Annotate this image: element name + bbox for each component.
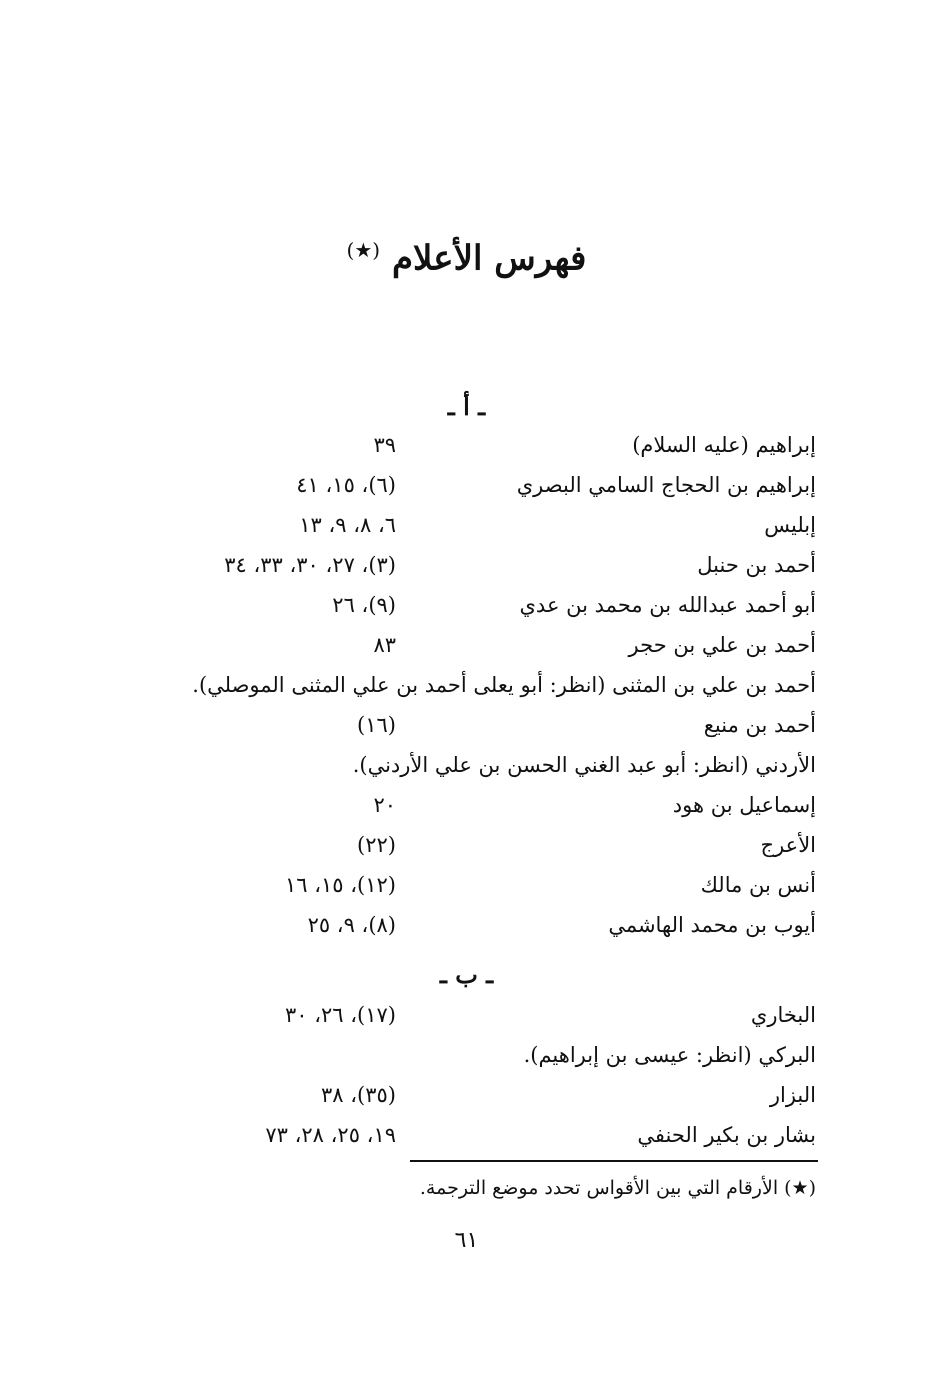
entry-pages: ١٩، ٢٥، ٢٨، ٧٣ (265, 1123, 396, 1147)
section-header-alif: ـ أ ـ (447, 392, 486, 421)
entry-name: البزار (769, 1083, 816, 1107)
footnote: (★) الأرقام التي بين الأقواس تحدد موضع الترجمة. (419, 1177, 816, 1199)
entry-name: أنس بن مالك (700, 873, 816, 897)
index-entry-cross-reference (0, 745, 933, 785)
entry-name: الأعرج (760, 833, 816, 857)
entry-name: إبراهيم بن الحجاج السامي البصري (516, 473, 816, 497)
entry-pages: (١٦) (357, 713, 396, 737)
entry-pages: ٢٠ (373, 793, 396, 817)
index-entry (0, 705, 933, 745)
entry-pages: ٣٩ (373, 433, 396, 457)
index-entry (0, 1075, 933, 1115)
index-entry (0, 465, 933, 505)
entry-pages: ٨٣ (373, 633, 396, 657)
entry-name: بشار بن بكير الحنفي (637, 1123, 816, 1147)
entry-name: إبراهيم (عليه السلام) (632, 433, 816, 457)
index-entry (0, 505, 933, 545)
index-entry-cross-reference (0, 665, 933, 705)
index-entry (0, 425, 933, 465)
section-header-ba: ـ ب ـ (439, 960, 494, 989)
index-entry (0, 785, 933, 825)
entry-pages: (٣)، ٢٧، ٣٠، ٣٣، ٣٤ (224, 553, 396, 577)
index-entry (0, 865, 933, 905)
entry-name: أبو أحمد عبدالله بن محمد بن عدي (519, 593, 816, 617)
entry-cross-reference: البركي (انظر: عيسى بن إبراهيم). (523, 1043, 816, 1067)
page-title-text: فهرس الأعلام (391, 238, 587, 279)
entry-cross-reference: الأردني (انظر: أبو عبد الغني الحسن بن علي الأردني). (352, 753, 816, 777)
entry-pages: (٩)، ٢٦ (332, 593, 396, 617)
index-entry (0, 545, 933, 585)
entry-name: إبليس (764, 513, 816, 537)
index-entry (0, 625, 933, 665)
index-entry (0, 995, 933, 1035)
footnote-marker: (★) (346, 238, 381, 262)
index-entry (0, 825, 933, 865)
entry-name: إسماعيل بن هود (672, 793, 816, 817)
footnote-divider (410, 1160, 818, 1162)
entry-pages: (٣٥)، ٣٨ (321, 1083, 396, 1107)
entry-pages: (١٧)، ٢٦، ٣٠ (285, 1003, 396, 1027)
page-title (0, 238, 933, 278)
entry-name: أحمد بن علي بن حجر (628, 633, 816, 657)
entry-name: أحمد بن حنبل (697, 553, 816, 577)
entry-name: أحمد بن منيع (703, 713, 816, 737)
entry-pages: (٦)، ١٥، ٤١ (296, 473, 396, 497)
page-number: ٦١ (454, 1228, 479, 1253)
entry-pages: (١٢)، ١٥، ١٦ (285, 873, 396, 897)
entry-name: البخاري (750, 1003, 816, 1027)
index-entry (0, 905, 933, 945)
index-entry (0, 585, 933, 625)
entry-cross-reference: أحمد بن علي بن المثنى (انظر: أبو يعلى أحمد بن علي المثنى الموصلي). (192, 673, 816, 697)
entry-pages: (٢٢) (357, 833, 396, 857)
entry-pages: ٦، ٨، ٩، ١٣ (299, 513, 396, 537)
index-entry-cross-reference (0, 1035, 933, 1075)
entry-name: أيوب بن محمد الهاشمي (608, 913, 816, 937)
entry-pages: (٨)، ٩، ٢٥ (307, 913, 396, 937)
index-entry (0, 1115, 933, 1155)
